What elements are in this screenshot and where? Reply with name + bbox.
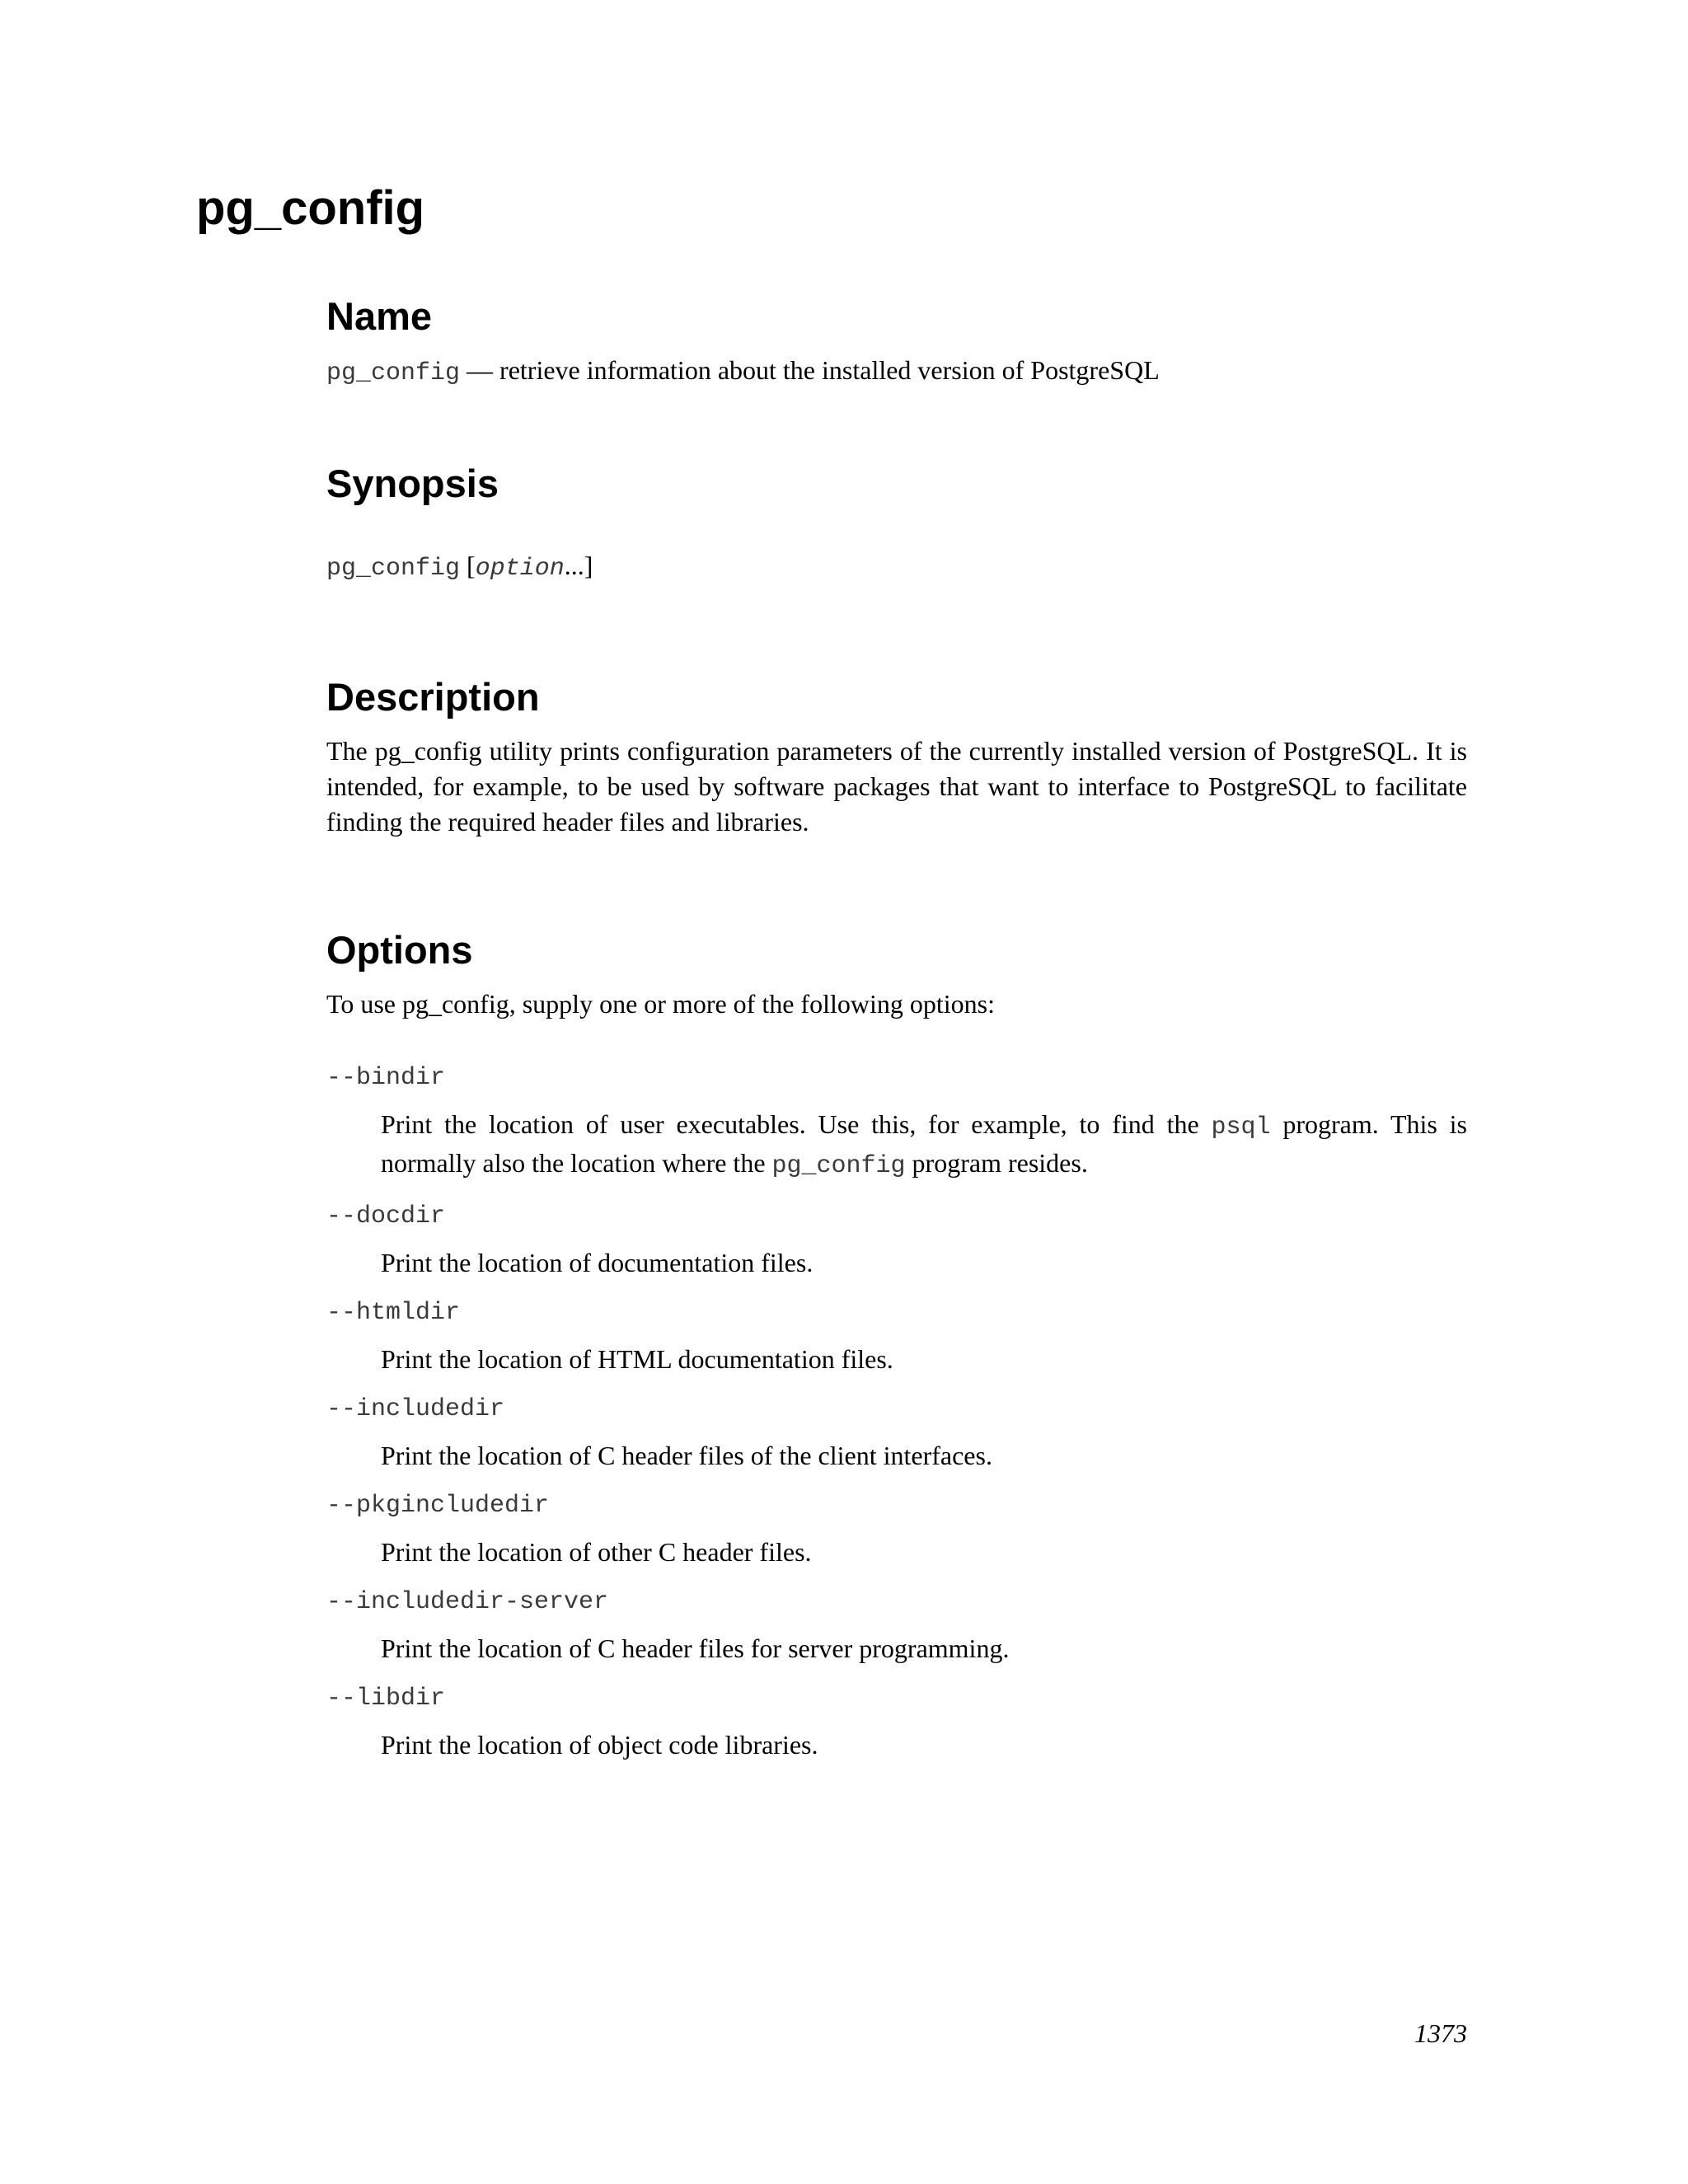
option-term: --pkgincludedir: [326, 1492, 550, 1520]
options-intro: To use pg_config, supply one or more of the following options:: [326, 989, 995, 1019]
description-heading: Description: [326, 675, 540, 719]
description-text: The pg_config utility prints configuration parameters of the currently installed version of PostgreSQL. It is intended, for example, to be used by software packages that want to interface to PostgreSQL to facilitate finding the required header files and libraries.: [326, 736, 1467, 837]
page-number: 1373: [1414, 2018, 1467, 2048]
option-description: Print the location of object code libraries.: [381, 1730, 818, 1760]
options-section: [326, 926, 1467, 1763]
option-item: [326, 1585, 1467, 1666]
name-summary: [326, 353, 1467, 391]
inline-code-pg-config: pg_config: [771, 1152, 906, 1180]
summary-text: — retrieve information about the installed version of PostgreSQL: [460, 355, 1160, 385]
option-description: Print the location of C header files of the client interfaces.: [381, 1441, 992, 1470]
option-item: [326, 1681, 1467, 1763]
option-description: Print the location of other C header files.: [381, 1537, 812, 1567]
option-term: --includedir: [326, 1395, 505, 1423]
option-item: [326, 1488, 1467, 1570]
synopsis-line: [326, 548, 1467, 587]
name-heading: Name: [326, 294, 433, 338]
option-item: [326, 1199, 1467, 1281]
option-desc-text: program resides.: [905, 1148, 1088, 1178]
command-name: pg_config: [326, 359, 461, 387]
synopsis-command: pg_config: [326, 555, 461, 583]
option-item: [326, 1061, 1467, 1184]
option-list: [326, 1061, 1467, 1763]
synopsis-open-bracket: [: [460, 551, 476, 580]
synopsis-close-bracket: ...]: [564, 551, 593, 580]
option-description: Print the location of C header files for server programming.: [381, 1633, 1010, 1663]
option-term: --htmldir: [326, 1299, 461, 1327]
description-section: [326, 673, 1467, 840]
option-description: Print the location of HTML documentation files.: [381, 1344, 893, 1374]
synopsis-heading: Synopsis: [326, 462, 499, 505]
option-term: --bindir: [326, 1064, 446, 1092]
option-item: [326, 1392, 1467, 1474]
options-heading: Options: [326, 928, 473, 972]
inline-code-psql: psql: [1211, 1113, 1271, 1141]
option-desc-text: program. This is normally also the location where the: [381, 1109, 1468, 1178]
page-title: pg_config: [196, 181, 425, 235]
option-description: [381, 1107, 1467, 1184]
name-section: [326, 292, 1467, 391]
synopsis-option: option: [475, 555, 565, 583]
option-term: --includedir-server: [326, 1588, 609, 1616]
option-term: --libdir: [326, 1685, 446, 1713]
option-item: [326, 1296, 1467, 1377]
reference-content: [326, 292, 1467, 1763]
option-description: Print the location of documentation files.: [381, 1248, 814, 1277]
option-desc-text: Print the location of user executables. Use this, for example, to find the: [381, 1109, 1212, 1139]
option-term: --docdir: [326, 1202, 446, 1230]
synopsis-section: [326, 459, 1467, 587]
